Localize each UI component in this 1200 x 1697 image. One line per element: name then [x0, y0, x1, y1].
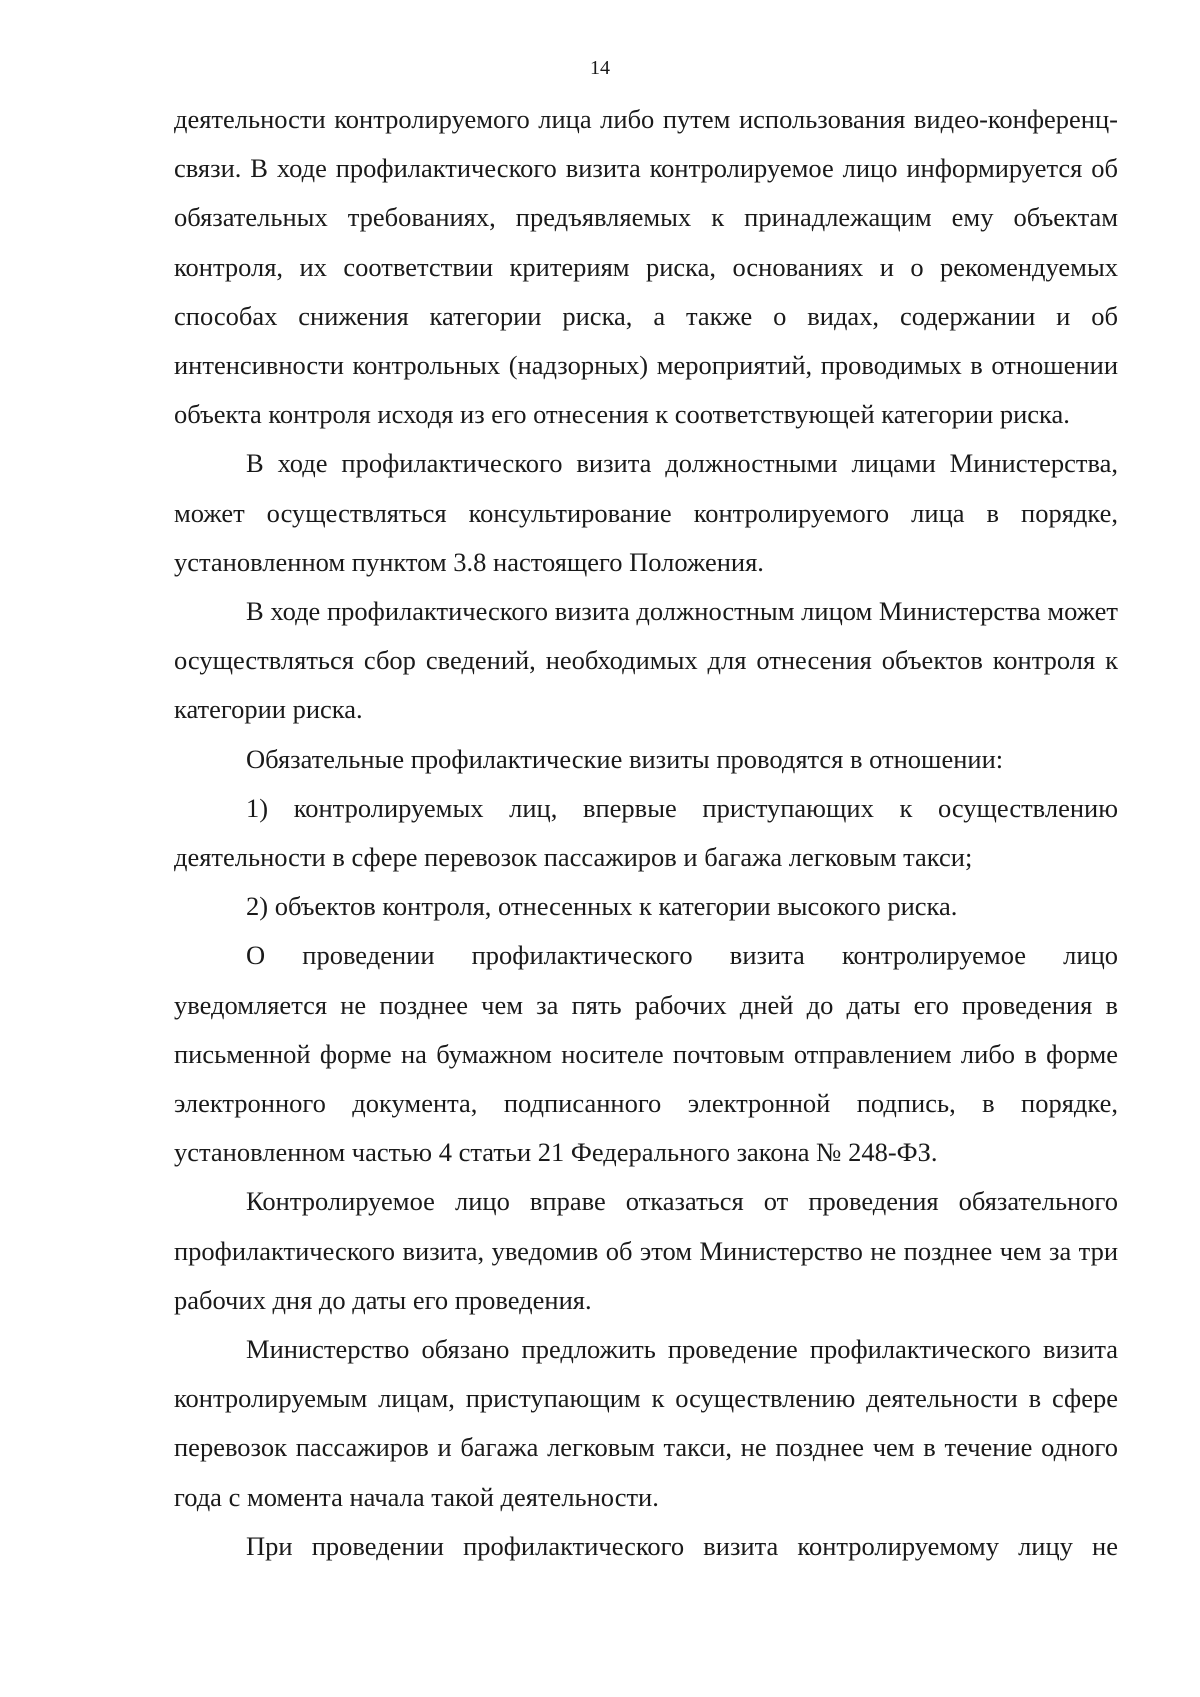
paragraph-data-collection: В ходе профилактического визита должностным лицом Министерства может осуществляться сбор сведений, необходимых для отнесения объектов контроля к категории риска.: [174, 596, 1118, 725]
page-number: 14: [590, 57, 610, 79]
list-item-2: 2) объектов контроля, отнесенных к категории высокого риска.: [246, 891, 958, 922]
paragraph-continuation: деятельности контролируемого лица либо путем использования видео-конференц-связи. В ходе профилактического визита контролируемое лицо информируется об обязательных требованиях, предъявляемых к принадлежащим ему объектам контроля, их соответствии критериям риска, основаниях и о рекомендуемых способах снижения категории риска, а также о видах, содержании и об интенсивности контрольных (надзорных) мероприятий, проводимых в отношении объекта контроля исходя из его отнесения к соответствующей категории риска.: [174, 104, 1118, 430]
paragraph-consultation: В ходе профилактического визита должностными лицами Министерства, может осуществляться консультирование контролируемого лица в порядке, установленном пунктом 3.8 настоящего Положения.: [174, 448, 1118, 577]
paragraph-ministry-obligation: Министерство обязано предложить проведение профилактического визита контролируемым лицам, приступающим к осуществлению деятельности в сфере перевозок пассажиров и багажа легковым такси, не позднее чем в течение одного года с момента начала такой деятельности.: [174, 1334, 1118, 1512]
list-item-1: 1) контролируемых лиц, впервые приступающих к осуществлению деятельности в сфере перевозок пассажиров и багажа легковым такси;: [174, 792, 1118, 873]
paragraph-notification: О проведении профилактического визита контролируемое лицо уведомляется не позднее чем за пять рабочих дней до даты его проведения в письменной форме на бумажном носителе почтовым отправлением либо в форме электронного документа, подписанного электронной подпись, в порядке, установленном частью 4 статьи 21 Федерального закона № 248-ФЗ.: [174, 940, 1118, 1168]
paragraph-refusal: Контролируемое лицо вправе отказаться от проведения обязательного профилактического визита, уведомив об этом Министерство не позднее чем за три рабочих дня до даты его проведения.: [174, 1186, 1118, 1315]
paragraph-conducting-visit: При проведении профилактического визита контролируемому лицу не: [246, 1530, 1118, 1561]
document-body: [174, 95, 1118, 1571]
paragraph-mandatory-visits-intro: Обязательные профилактические визиты проводятся в отношении:: [246, 743, 1004, 774]
